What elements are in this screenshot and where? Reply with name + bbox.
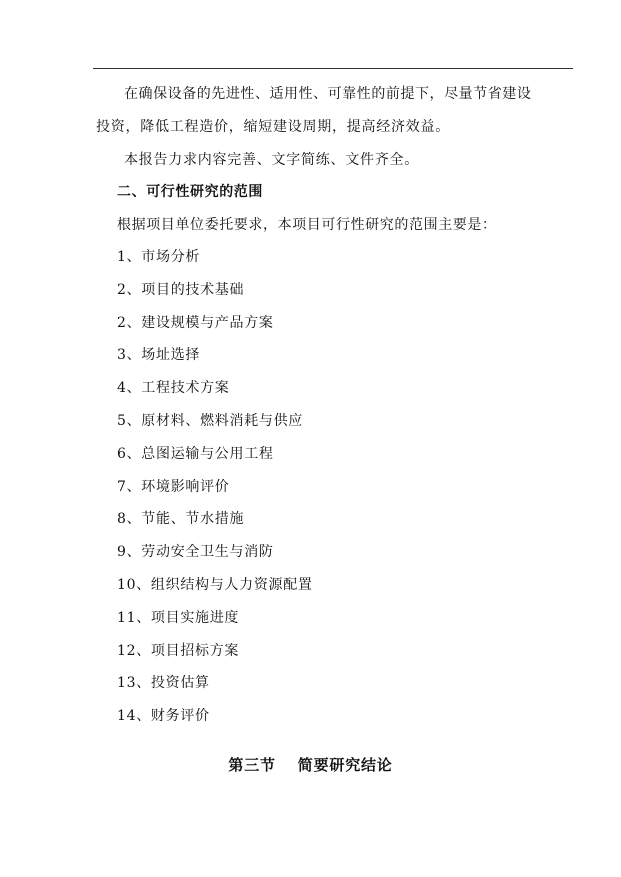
scope-intro: 根据项目单位委托要求，本项目可行性研究的范围主要是： bbox=[117, 217, 497, 233]
next-section-title bbox=[0, 754, 621, 775]
scope-list bbox=[117, 247, 313, 739]
scope-item: 11、项目实施进度 bbox=[117, 609, 240, 626]
paragraph-line-2: 投资，降低工程造价，缩短建设周期，提高经济效益。 bbox=[96, 119, 450, 135]
scope-item: 3、场址选择 bbox=[117, 347, 201, 364]
scope-item: 2、建设规模与产品方案 bbox=[117, 314, 274, 331]
scope-item: 1、市场分析 bbox=[117, 249, 201, 265]
section-title: 简要研究结论 bbox=[297, 756, 393, 774]
scope-item: 4、工程技术方案 bbox=[117, 380, 230, 397]
header-rule bbox=[93, 68, 573, 69]
scope-item: 14、财务评价 bbox=[117, 708, 210, 725]
scope-item: 7、环境影响评价 bbox=[117, 478, 230, 495]
scope-item: 8、节能、节水措施 bbox=[117, 511, 245, 528]
paragraph-line-1: 在确保设备的先进性、适用性、可靠性的前提下，尽量节省建设 bbox=[124, 86, 532, 102]
scope-item: 12、项目招标方案 bbox=[117, 642, 240, 659]
paragraph-line-3: 本报告力求内容完善、文字简练、文件齐全。 bbox=[124, 152, 419, 168]
scope-item: 10、组织结构与人力资源配置 bbox=[117, 576, 313, 593]
scope-item: 5、原材料、燃料消耗与供应 bbox=[117, 412, 304, 429]
scope-item: 9、劳动安全卫生与消防 bbox=[117, 544, 274, 561]
scope-item: 2、项目的技术基础 bbox=[117, 281, 245, 298]
section-heading: 二、可行性研究的范围 bbox=[117, 184, 263, 200]
scope-item: 6、总图运输与公用工程 bbox=[117, 445, 274, 462]
scope-item: 13、投资估算 bbox=[117, 675, 210, 692]
section-number: 第三节 bbox=[228, 756, 276, 774]
